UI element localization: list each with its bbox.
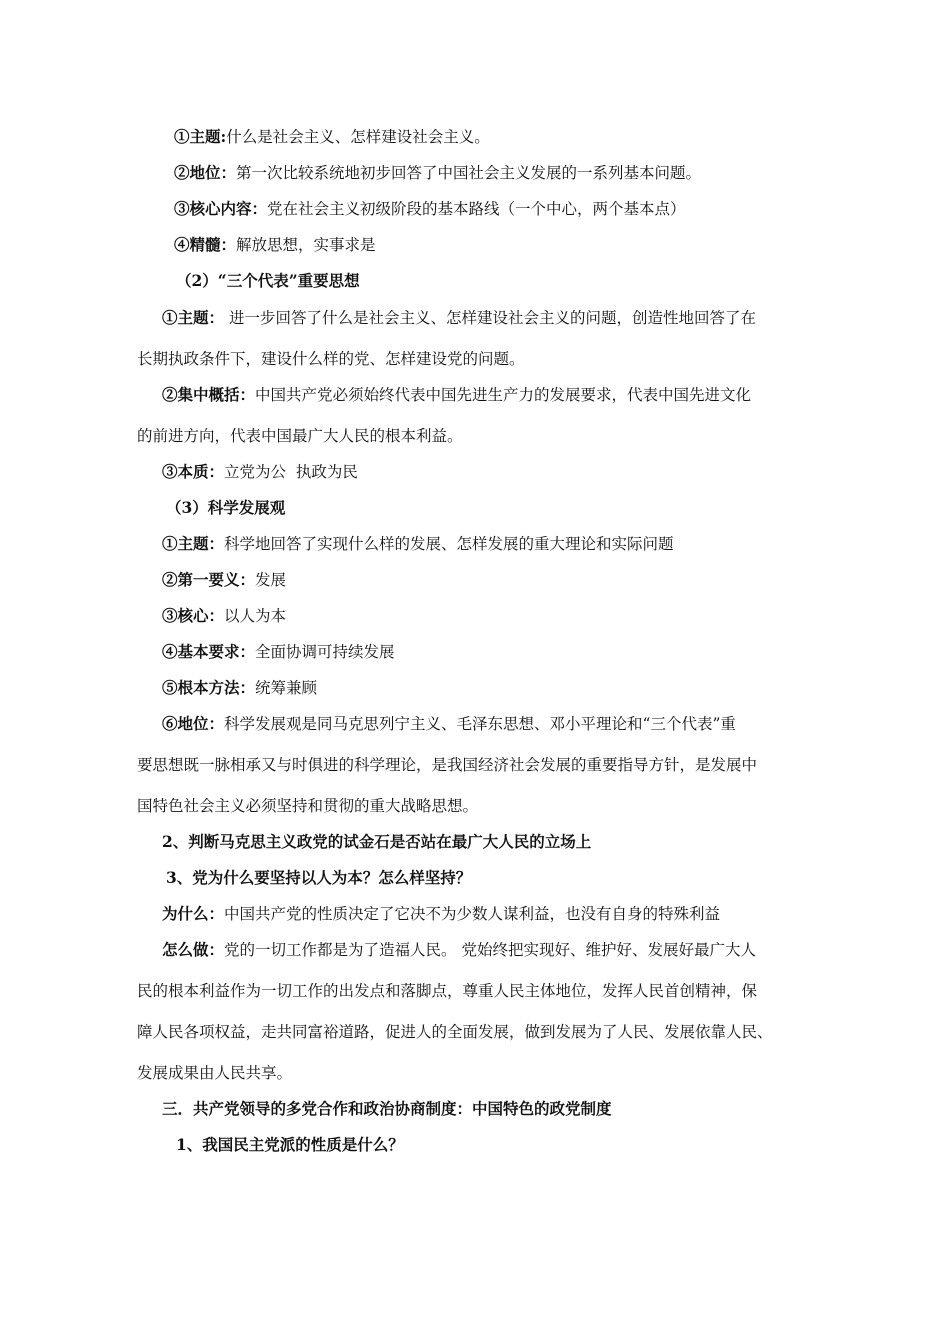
s1-theme-label: ①主题:: [174, 127, 227, 146]
s2-summary-label: ②集中概括：: [162, 385, 256, 404]
q3-how-line2: 民的根本利益作为一切工作的出发点和落脚点，尊重人民主体地位，发挥人民首创精神，保: [137, 982, 758, 1000]
s3-status-line1: [162, 714, 736, 734]
s1-status-label: ②地位：: [174, 163, 237, 182]
s3-status-line2: 要思想既一脉相承又与时俱进的科学理论，是我国经济社会发展的重要指导方针，是发展中: [137, 756, 758, 774]
q3-how-line1: [162, 940, 756, 960]
s3-status-label: ⑥地位：: [162, 714, 225, 733]
s3-theme-line: [162, 534, 674, 554]
s3-req-text: 全面协调可持续发展: [255, 643, 395, 661]
sec3-q1: 1、我国民主党派的性质是什么？: [176, 1135, 404, 1154]
s2-summary-line1: [162, 385, 751, 405]
s3-core-text: 以人为本: [224, 607, 287, 625]
s1-status-line: [174, 163, 701, 183]
s3-theme-label: ①主题：: [162, 534, 225, 553]
s1-essence-label: ④精髓：: [174, 235, 237, 254]
s1-core-label: ③核心内容：: [174, 199, 268, 218]
s3-method-text: 统筹兼顾: [255, 679, 318, 697]
s2-summary-text1: 中国共产党必须始终代表中国先进生产力的发展要求，代表中国先进文化: [255, 386, 752, 404]
s3-first-line: [162, 570, 286, 590]
s3-method-line: [162, 678, 317, 698]
q3-how-label: 怎么做：: [162, 940, 225, 959]
s1-core-text: 党在社会主义初级阶段的基本路线（一个中心，两个基本点）: [267, 200, 686, 218]
s1-theme-text: 什么是社会主义、怎样建设社会主义。: [226, 128, 490, 146]
s1-core-line: [174, 199, 686, 219]
s2-theme-text1: 进一步回答了什么是社会主义、怎样建设社会主义的问题，创造性地回答了在: [224, 309, 756, 327]
s2-nature-text: 立党为公 执政为民: [224, 463, 358, 481]
s1-status-text: 第一次比较系统地初步回答了中国社会主义发展的一系列基本问题。: [236, 164, 702, 182]
s2-nature-label: ③本质：: [162, 462, 225, 481]
q2-heading: 2、判断马克思主义政党的试金石是否站在最广大人民的立场上: [162, 832, 592, 851]
q3-why-line: [162, 904, 720, 924]
s3-method-label: ⑤根本方法：: [162, 678, 256, 697]
s2-theme-line2: 长期执政条件下，建设什么样的党、怎样建设党的问题。: [137, 350, 525, 368]
s3-core-label: ③核心：: [162, 606, 225, 625]
s1-essence-line: [174, 235, 376, 255]
s3-core-line: [162, 606, 286, 626]
q3-how-text1: 党的一切工作都是为了造福人民。 党始终把实现好、维护好、发展好最广大人: [224, 941, 756, 959]
s2-theme-line1: [162, 308, 756, 328]
s3-req-line: [162, 642, 395, 662]
s2-summary-line2: 的前进方向，代表中国最广大人民的根本利益。: [137, 427, 463, 445]
s3-req-label: ④基本要求：: [162, 642, 256, 661]
q3-why-text: 中国共产党的性质决定了它决不为少数人谋利益，也没有自身的特殊利益: [224, 905, 721, 923]
s3-heading: （3）科学发展观: [166, 498, 286, 517]
s3-first-text: 发展: [255, 571, 287, 589]
q3-how-line4: 发展成果由人民共享。: [137, 1064, 293, 1082]
s2-heading: （2）“三个代表”重要思想: [176, 271, 360, 290]
s2-theme-label: ①主题：: [162, 308, 225, 327]
s1-theme-line: [174, 127, 490, 147]
q3-why-label: 为什么：: [162, 904, 225, 923]
q3-how-line3: 障人民各项权益，走共同富裕道路，促进人的全面发展，做到发展为了人民、发展依靠人民、: [137, 1023, 773, 1041]
s1-essence-text: 解放思想，实事求是: [236, 236, 376, 254]
s3-theme-text: 科学地回答了实现什么样的发展、怎样发展的重大理论和实际问题: [224, 535, 674, 553]
sec3-heading: 三．共产党领导的多党合作和政治协商制度：中国特色的政党制度: [162, 1099, 612, 1118]
s2-nature-line: [162, 462, 358, 482]
s3-status-text1: 科学发展观是同马克思列宁主义、毛泽东思想、邓小平理论和“三个代表”重: [224, 715, 736, 733]
s3-first-label: ②第一要义：: [162, 570, 256, 589]
q3-heading: 3、党为什么要坚持以人为本？怎么样坚持？: [166, 868, 472, 887]
s3-status-line3: 国特色社会主义必须坚持和贯彻的重大战略思想。: [137, 797, 479, 815]
